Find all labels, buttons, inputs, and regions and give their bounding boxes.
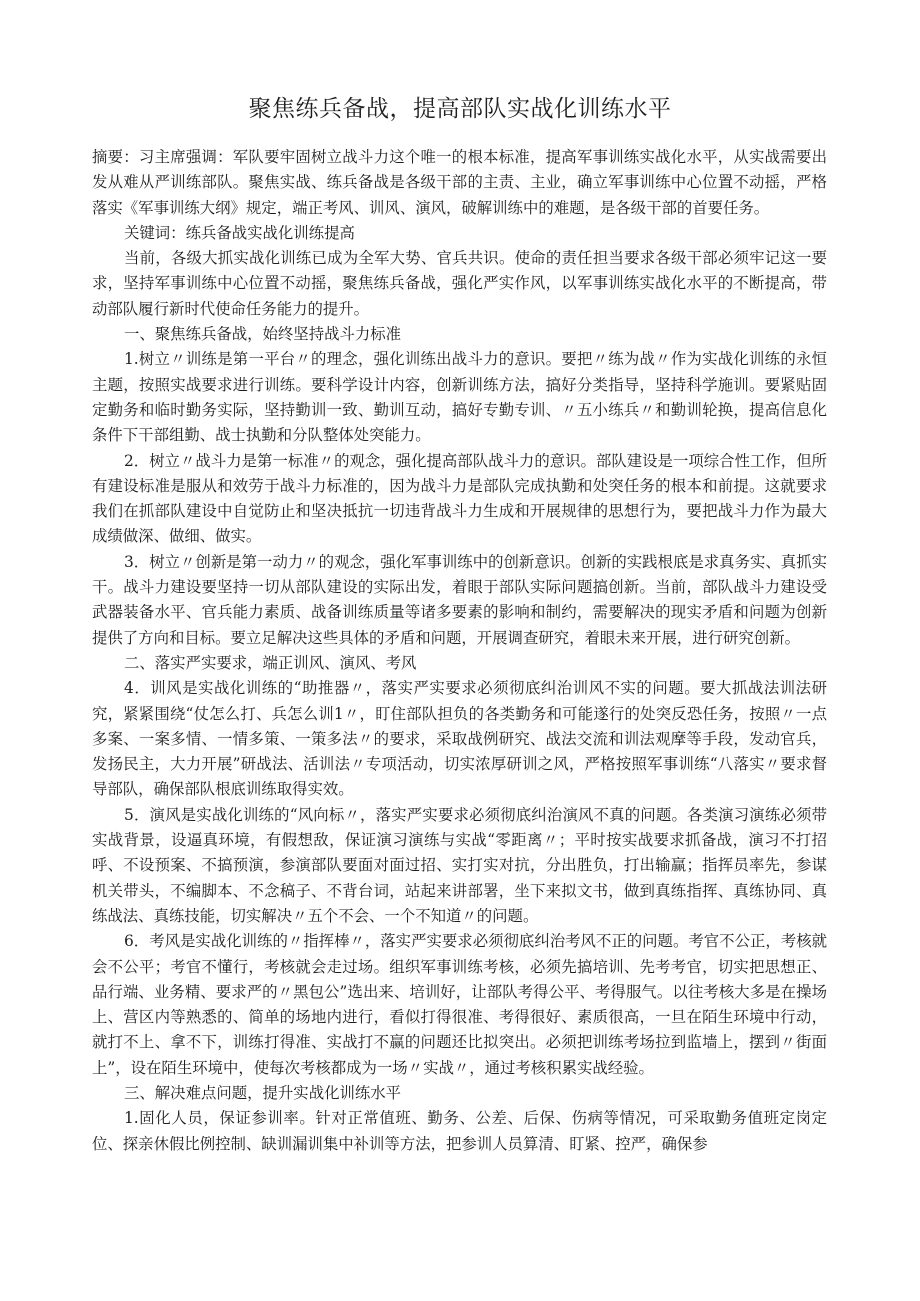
section-heading-1: 一、聚焦练兵备战，始终坚持战斗力标准 [124,325,402,344]
body-paragraph: 3．树立〃创新是第一动力〃的观念，强化军事训练中的创新意识。创新的实践根底是求真务实、真抓实干。战斗力建设要坚持一切从部队建设的实际出发，着眼于部队实际问题搞创新。当前，部队战斗力建设受武器装备水平、官兵能力素质、战备训练质量等诸多要素的影响和制约，需要解决的现实矛盾和问题为创新提供了方向和目标。要立足解决这些具体的矛盾和问题，开展调查研究，着眼未来开展，进行研究创新。 [92,552,827,647]
body-paragraph: 4．训风是实战化训练的“助推器〃，落实严实要求必须彻底纠治训风不实的问题。要大抓战法训法研究，紧紧围绕“仗怎么打、兵怎么训1〃，盯住部队担负的各类勤务和可能遂行的处突反恐任务，按照〃一点多案、一案多情、一情多策、一策多法〃的要求，采取战例研究、战法交流和训法观摩等手段，发动官兵，发扬民主，大力开展”研战法、活训法〃专项活动，切实浓厚研训之风，严格按照军事训练“八落实〃要求督导部队，确保部队根底训练取得实效。 [92,679,827,799]
body-paragraph: 2．树立〃战斗力是第一标准〃的观念，强化提高部队战斗力的意识。部队建设是一项综合性工作，但所有建设标准是服从和效劳于战斗力标准的，因为战斗力是部队完成执勤和处突任务的根本和前提。这就要求我们在抓部队建设中自觉防止和坚决抵抗一切违背战斗力生成和开展规律的思想行为，要把战斗力作为最大成绩做深、做细、做实。 [92,451,827,546]
document-body [92,145,827,1157]
body-paragraph: 6．考风是实战化训练的〃指挥棒〃，落实严实要求必须彻底纠治考风不正的问题。考官不公正，考核就会不公平；考官不懂行，考核就会走过场。组织军事训练考核，必须先搞培训、先考考官，切实把思想正、品行端、业务精、要求严的〃黑包公”选出来、培训好，让部队考得公平、考得服气。以往考核大多是在操场上、营区内等熟悉的、简单的场地内进行，看似打得很准、考得很好、素质很高，一旦在陌生环境中行动，就打不上、拿不下，训练打得准、实战打不赢的问题还比拟突出。必须把训练考场拉到监墙上，摆到〃街面上”，设在陌生环境中，使每次考核都成为一场〃实战〃，通过考核积累实战经验。 [92,932,827,1077]
section-heading-3: 三、解决难点问题，提升实战化训练水平 [124,1083,402,1102]
body-paragraph: 1.树立〃训练是第一平台〃的理念，强化训练出战斗力的意识。要把〃练为战〃作为实战化训练的永恒主题，按照实战要求进行训练。要科学设计内容，创新训练方法，搞好分类指导，坚持科学施训。要紧贴固定勤务和临时勤务实际，坚持勤训一致、勤训互动，搞好专勤专训、〃五小练兵〃和勤训轮换，提高信息化条件下干部组勤、战士执勤和分队整体处突能力。 [92,350,827,445]
abstract-paragraph: 摘要：习主席强调：军队要牢固树立战斗力这个唯一的根本标准，提高军事训练实战化水平，从实战需要出发从难从严训练部队。聚焦实战、练兵备战是各级干部的主责、主业，确立军事训练中心位置不动摇，严格落实《军事训练大纲》规定，端正考风、训风、演风，破解训练中的难题，是各级干部的首要任务。 [92,148,827,217]
intro-paragraph: 当前，各级大抓实战化训练已成为全军大势、官兵共识。使命的责任担当要求各级干部必须牢记这一要求，坚持军事训练中心位置不动摇，聚焦练兵备战，强化严实作风，以军事训练实战化水平的不断提高，带动部队履行新时代使命任务能力的提升。 [92,249,827,318]
body-paragraph: 1.固化人员，保证参训率。针对正常值班、勤务、公差、后保、伤病等情况，可采取勤务值班定岗定位、探亲休假比例控制、缺训漏训集中补训等方法，把参训人员算清、盯紧、控严，确保参 [92,1109,827,1153]
body-paragraph: 5．演风是实战化训练的“风向标〃，落实严实要求必须彻底纠治演风不真的问题。各类演习演练必须带实战背景，设逼真环境，有假想敌，保证演习演练与实战“零距离〃；平时按实战要求抓备战，演习不打招呼、不设预案、不搞预演，参演部队要面对面过招、实打实对抗，分出胜负，打出输赢；指挥员率先，参谋机关带头，不编脚本、不念稿子、不背台词，站起来讲部署，坐下来拟文书，做到真练指挥、真练协同、真练战法、真练技能，切实解决〃五个不会、一个不知道〃的问题。 [92,805,827,925]
document-title: 聚焦练兵备战，提高部队实战化训练水平 [248,96,672,122]
keywords-line: 关键词：练兵备战实战化训练提高 [124,223,355,242]
section-heading-2: 二、落实严实要求，端正训风、演风、考风 [124,653,417,672]
